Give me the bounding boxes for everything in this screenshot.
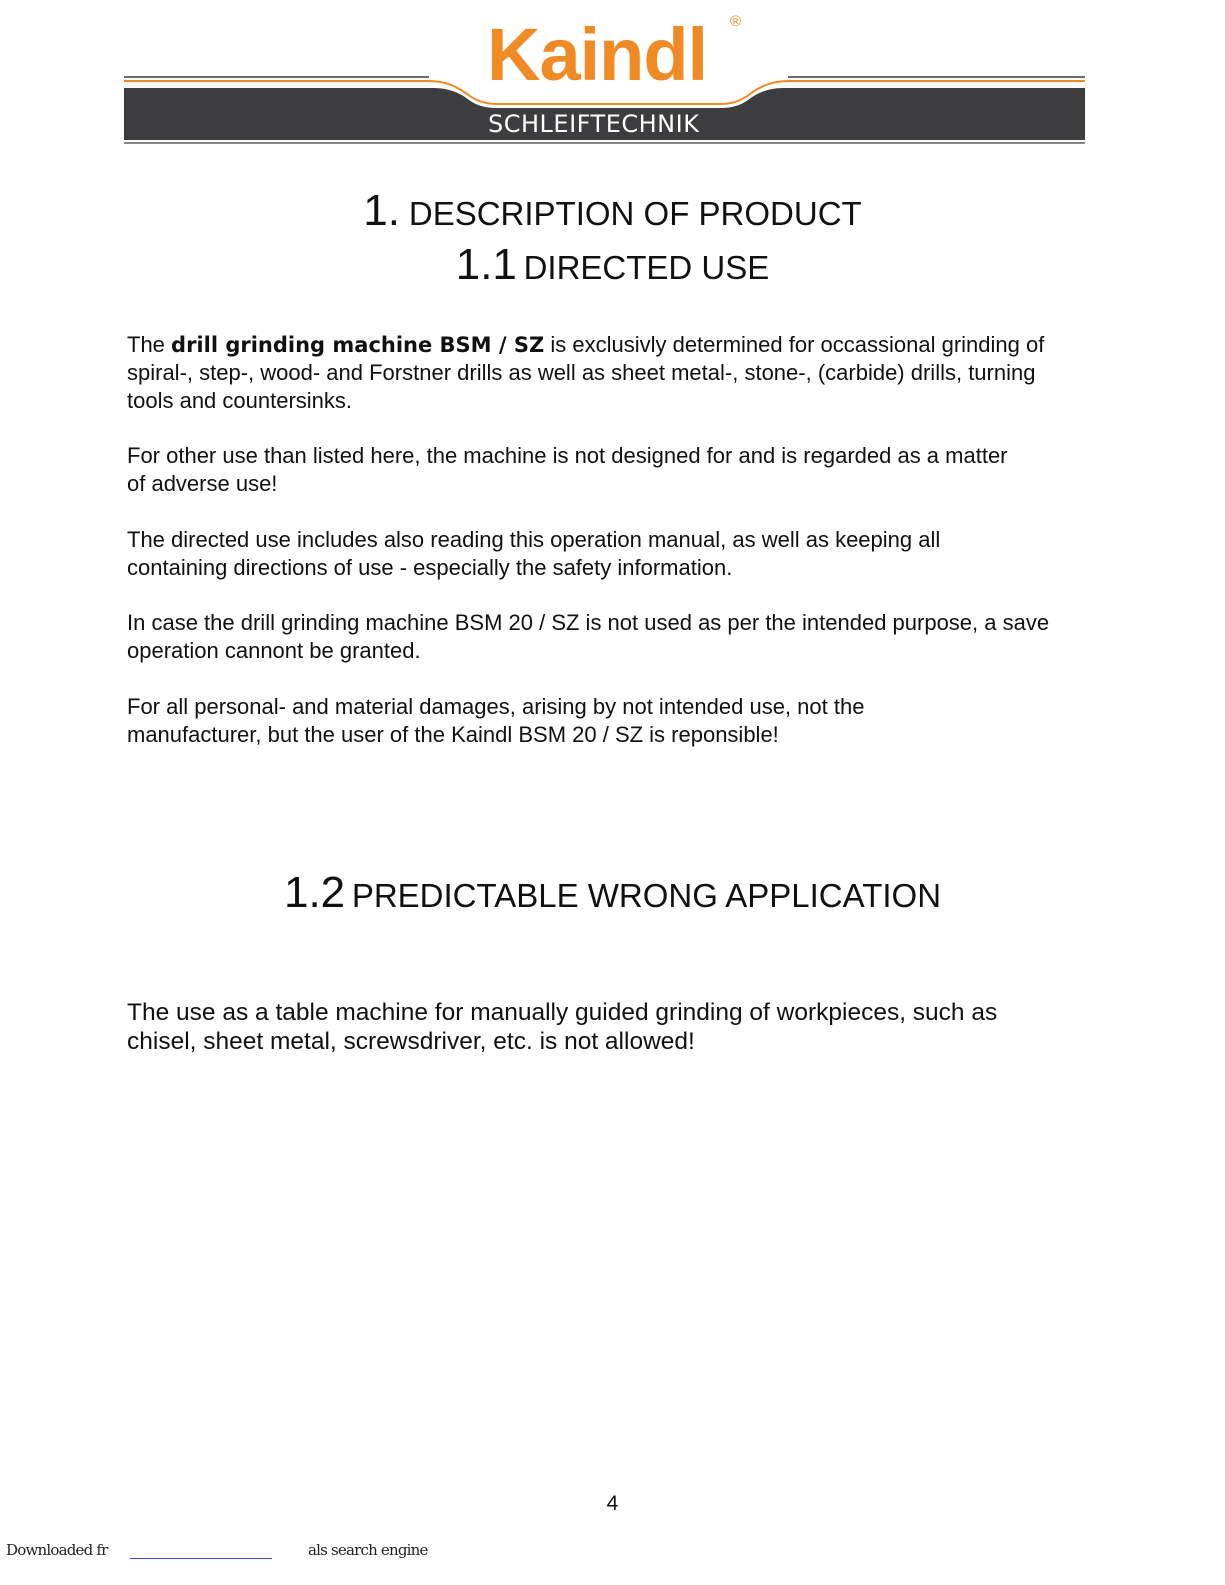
section-1-2-title: PREDICTABLE WRONG APPLICATION	[351, 877, 942, 914]
directed-use-paragraph-4: In case the drill grinding machine BSM 20 / SZ is not used as per the intended purpose, a save operation cannont be granted.	[127, 610, 1050, 663]
wrong-application-paragraph: The use as a table machine for manually guided grinding of workpieces, such as chisel, sheet metal, screwsdriver, etc. is not allowed!	[127, 999, 998, 1055]
directed-use-paragraph-2: For other use than listed here, the machine is not designed for and is regarded as a matter of adverse use!	[127, 443, 1008, 496]
section-1-number: 1.	[363, 186, 400, 235]
footer-left-text: Downloaded fr	[6, 1541, 108, 1559]
download-footer	[6, 1541, 1216, 1561]
machine-name-bold: drill grinding machine BSM / SZ	[171, 333, 545, 357]
footer-right-text: als search engine	[308, 1541, 428, 1559]
section-1-2-heading	[0, 868, 1225, 918]
kaindl-logo-graphic	[124, 8, 1085, 144]
section-1-1-title: DIRECTED USE	[523, 249, 770, 286]
band-text: SCHLEIFTECHNIK	[488, 110, 700, 138]
registered-mark: ®	[730, 13, 742, 30]
section-1-title: DESCRIPTION OF PRODUCT	[408, 195, 862, 232]
section-1-heading	[0, 186, 1225, 236]
footer-link-underline[interactable]	[130, 1558, 272, 1559]
logo-text: Kaindl	[487, 13, 708, 96]
header-logo	[124, 8, 1085, 144]
para1-lead: The	[127, 332, 172, 357]
directed-use-paragraph-3: The directed use includes also reading this operation manual, as well as keeping all containing directions of use - especially the safety information.	[127, 527, 941, 580]
section-1-2-number: 1.2	[283, 868, 346, 917]
directed-use-paragraph-5: For all personal- and material damages, arising by not intended use, not the manufacturer, but the user of the Kaindl BSM 20 / SZ is reponsible!	[127, 694, 865, 747]
page-number: 4	[606, 1492, 619, 1515]
section-1-1-heading	[0, 240, 1225, 290]
para1-rest: is exclusivly determined for occassional grinding of spiral-, step-, wood- and Forstner drills as well as sheet metal-, stone-, (carbide) drills, turning tools and countersinks.	[127, 332, 1045, 413]
directed-use-paragraph-1	[127, 331, 1087, 415]
section-1-1-number: 1.1	[455, 240, 517, 289]
